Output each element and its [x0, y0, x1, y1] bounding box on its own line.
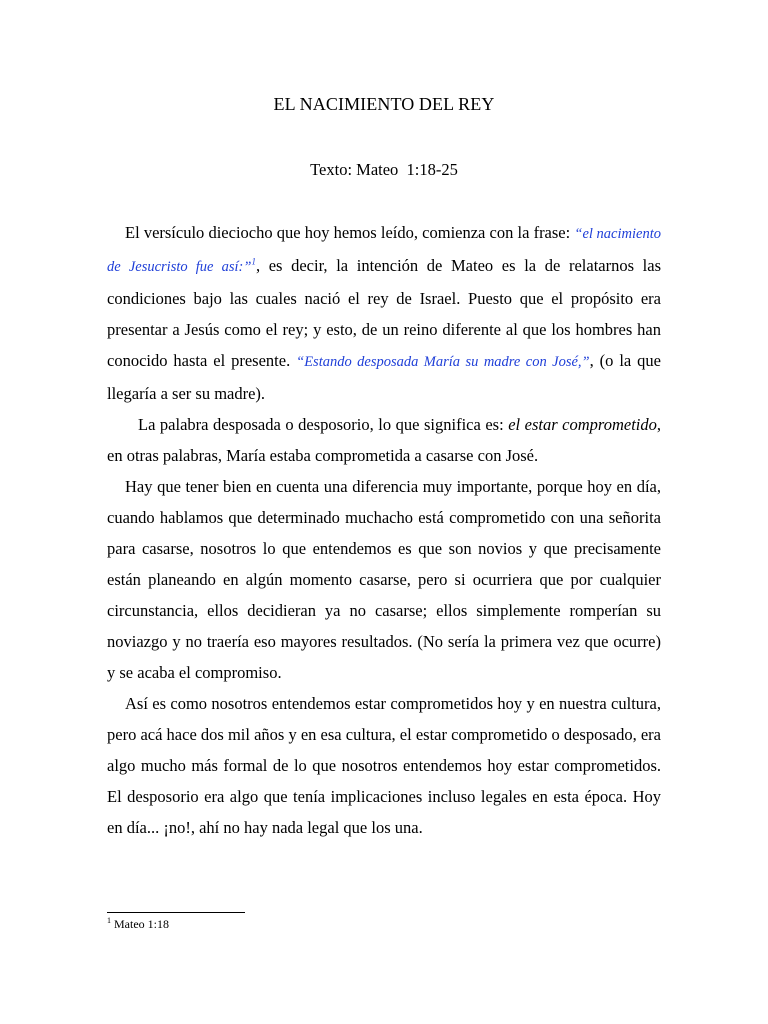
paragraph-4: Así es como nosotros entendemos estar comprometidos hoy y en nuestra cultura, pero acá hace dos mil años y en esa cultura, el estar comprometido o desposado, era algo mucho más formal de lo que nosotros entendemos hoy estar comprometidos. El desposorio era algo que tenía implicaciones incluso legales en esta época. Hoy en día... ¡no!, ahí no hay nada legal que los una. [107, 694, 661, 837]
paragraph-1-intro: El versículo dieciocho que hoy hemos leído, comienza con la frase: [125, 223, 575, 242]
footnote-reference[interactable]: 1 [251, 256, 256, 267]
document-body [107, 217, 661, 843]
document-page [107, 0, 661, 1024]
paragraph-1-end: , (o la que llegaría a ser su madre). [107, 351, 661, 403]
paragraph-2-intro: La palabra desposada o desposorio, lo que significa es: [138, 415, 509, 434]
footnote [107, 916, 169, 932]
footnote-separator [107, 912, 245, 913]
document-subtitle: Texto: Mateo 1:18-25 [310, 160, 458, 179]
bible-quote-nacimiento: “el nacimiento de Jesucristo fue así:” [107, 226, 661, 275]
paragraph-3: Hay que tener bien en cuenta una diferencia muy importante, porque hoy en día, cuando hablamos que determinado muchacho está comprometido con una señorita para casarse, nosotros lo que entendemos es que son novios y que precisamente están planeando en algún momento casarse, pero si ocurriera que por cualquier circunstancia, ellos decidieran ya no casarse; ellos simplemente romperían su noviazgo y no traería eso mayores resultados. (No sería la primera vez que ocurre) y se acaba el compromiso. [107, 477, 661, 682]
paragraph-1-middle: , es decir, la intención de Mateo es la de relatarnos las condiciones bajo las cuales nació el rey de Israel. Puesto que el propósito era presentar a Jesús como el rey; y esto, de un reino diferente al que los hombres han conocido hasta el presente. [107, 256, 661, 370]
document-title: EL NACIMIENTO DEL REY [273, 94, 495, 114]
paragraph-2 [107, 409, 661, 471]
paragraph-1 [107, 217, 661, 409]
paragraph-2-emphasis: el estar comprometido [508, 415, 657, 434]
paragraph-2-end: , en otras palabras, María estaba comprometida a casarse con José. [107, 415, 661, 465]
footnote-text: Mateo 1:18 [111, 917, 169, 931]
footnote-marker: 1 [107, 916, 111, 925]
bible-quote-desposada: “Estando desposada María su madre con José,” [296, 354, 590, 370]
